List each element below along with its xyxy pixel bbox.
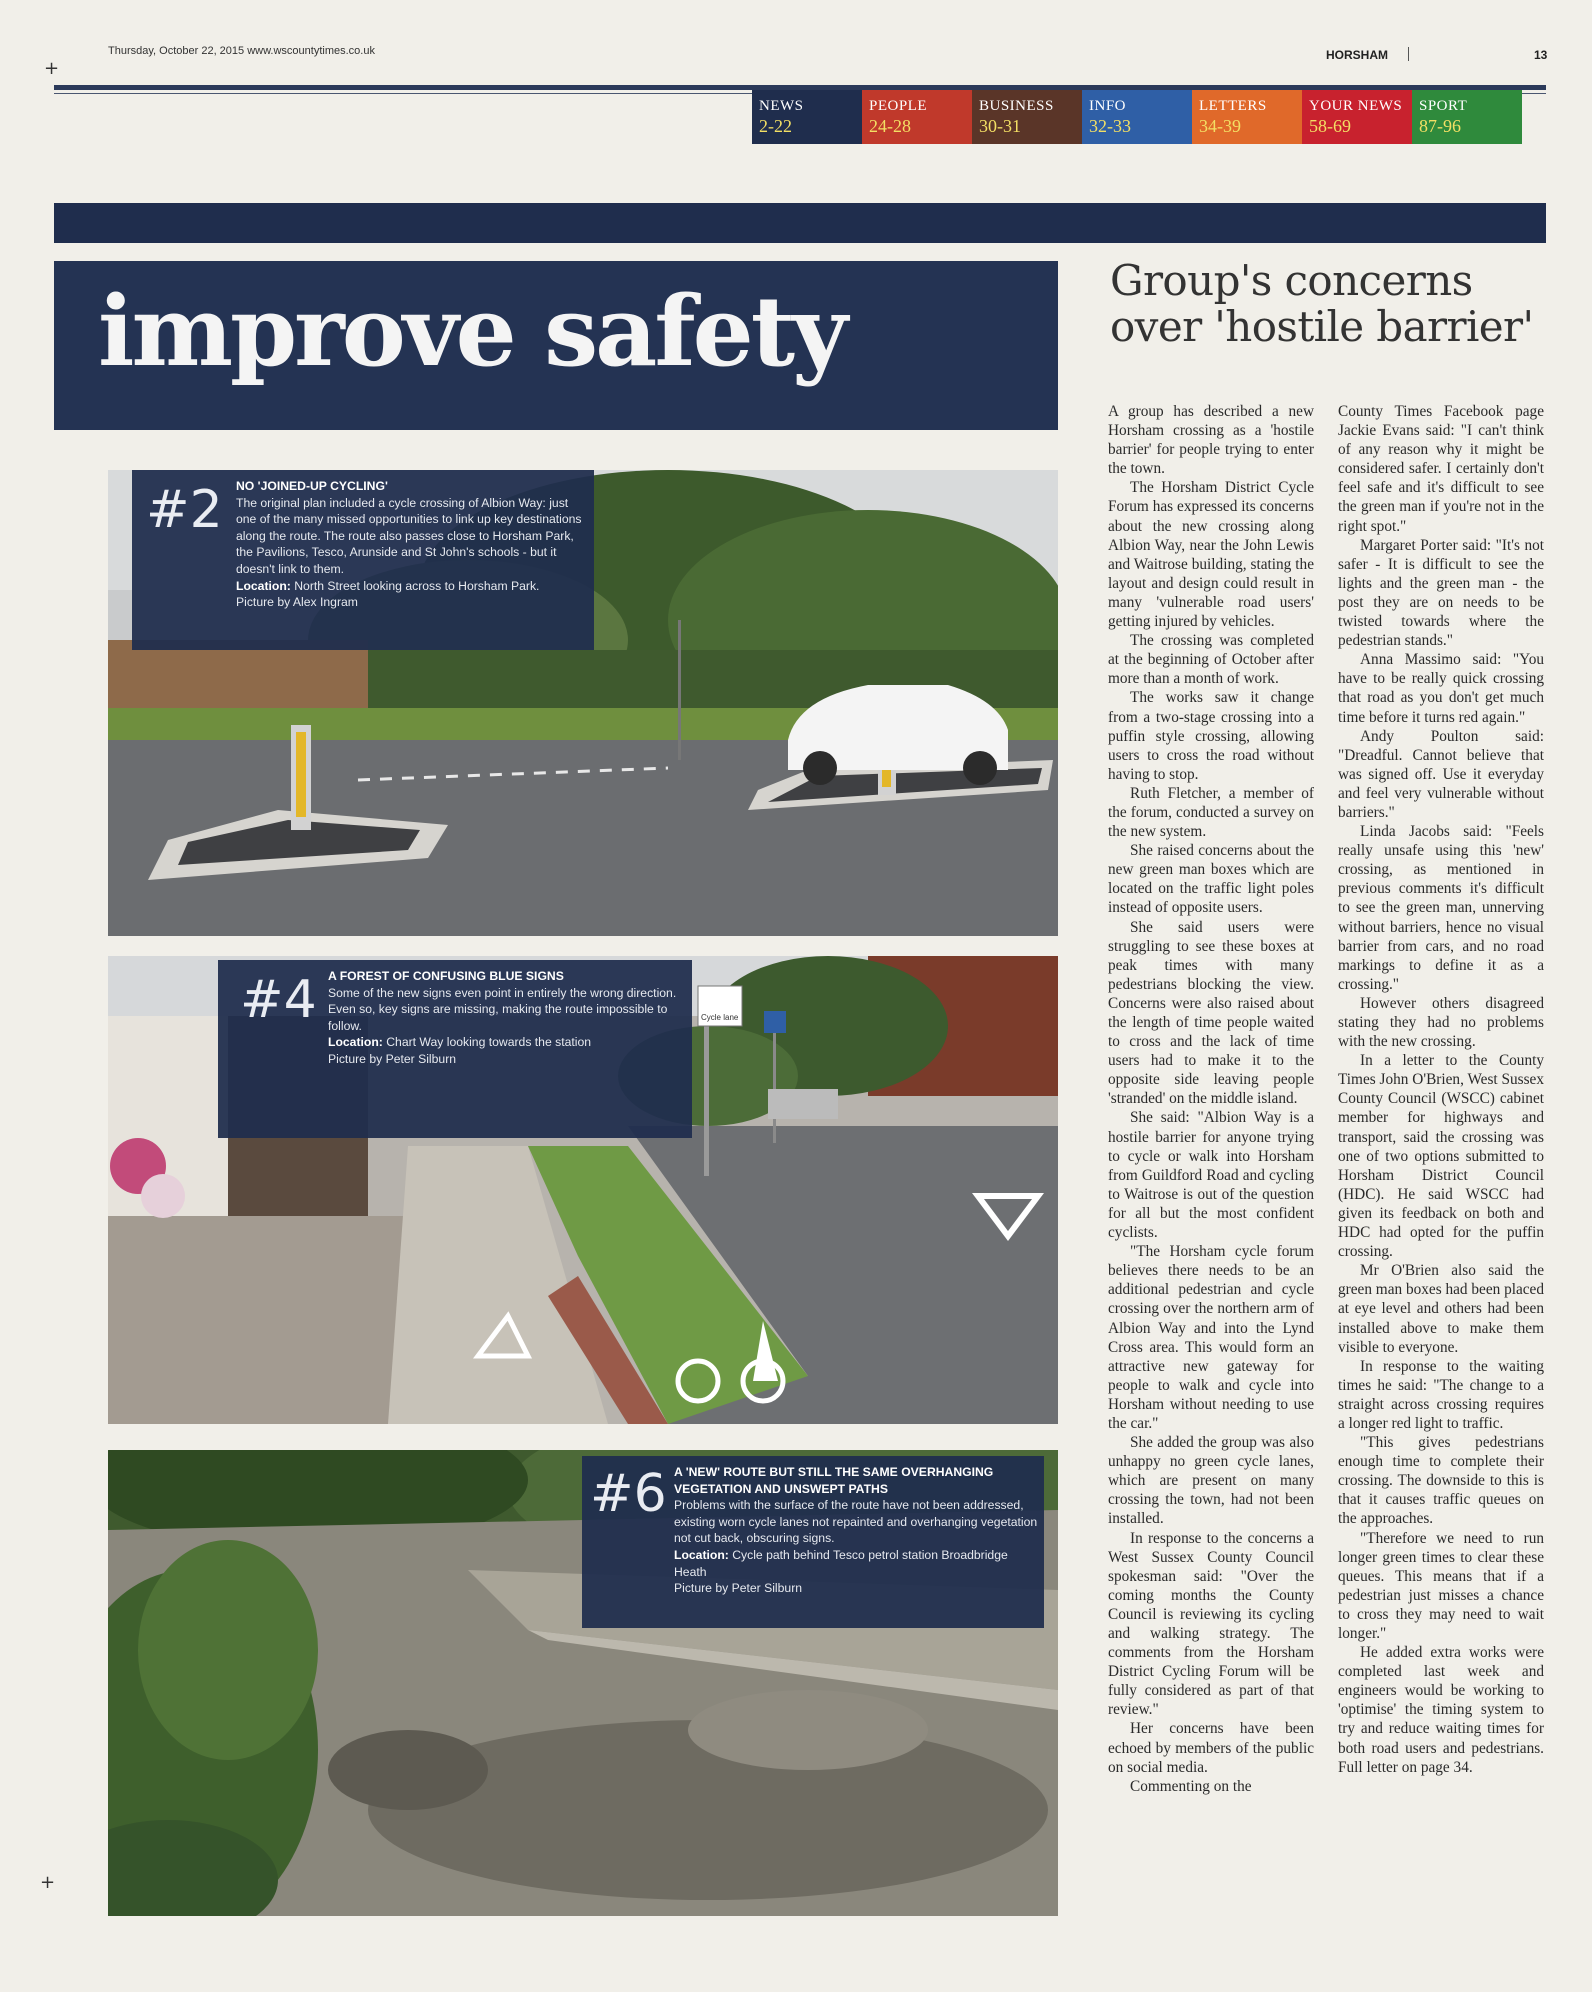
nav-tab-info[interactable] xyxy=(1082,90,1192,144)
article-paragraph: Mr O'Brien also said the green man boxes had been placed at eye level and others had been installed above to make them visible to everyone. xyxy=(1338,1262,1544,1356)
caption-location: Cycle path behind Tesco petrol station Broadbridge Heath xyxy=(674,1547,1008,1579)
article-paragraph: A group has described a new Horsham crossing as a 'hostile barrier' for people trying to enter the town. xyxy=(1108,403,1314,478)
caption-title: A 'NEW' ROUTE BUT STILL THE SAME OVERHANGING VEGETATION AND UNSWEPT PATHS xyxy=(674,1465,994,1496)
article-paragraph: The crossing was completed at the beginning of October after more than a month of work. xyxy=(1108,632,1314,688)
nav-tab-news[interactable] xyxy=(752,90,862,144)
masthead-divider xyxy=(1408,47,1409,61)
article-paragraph: Ruth Fletcher, a member of the forum, conducted a survey on the new system. xyxy=(1108,784,1314,841)
article-paragraph: "Therefore we need to run longer green times to clear these queues. This means that if a pedestrian just misses a chance to cross they may need to wait longer." xyxy=(1338,1529,1544,1642)
sign-text: Cycle lane xyxy=(701,1013,739,1022)
masthead-date: Thursday, October 22, 2015 www.wscountytimes.co.uk xyxy=(108,45,375,57)
article-paragraph: The Horsham District Cycle Forum has expressed its concerns about the new crossing along Albion Way, near the John Lewis and Waitrose building, stating the layout and design could result in many 'vulnerable road users' getting injured by vehicles. xyxy=(1108,479,1314,631)
caption-credit: Picture by Alex Ingram xyxy=(236,595,358,610)
article-paragraph: Her concerns have been echoed by members of the public on social media. xyxy=(1108,1720,1314,1776)
article-paragraph: In response to the waiting times he said: "The change to a straight across crossing requires a longer red light to traffic. xyxy=(1338,1357,1544,1432)
page-headline: improve safety xyxy=(98,275,845,388)
nav-tab-pages: 2-22 xyxy=(759,115,792,136)
nav-tab-business[interactable] xyxy=(972,90,1082,144)
caption-text: The original plan included a cycle crossing of Albion Way: just one of the many missed opportunities to link up key destinations along the route. The route also passes close to Horsham Park, the Pavilions, Tesco, Arunside and St John's schools - but it doesn't link to them. xyxy=(236,495,582,576)
crop-mark-icon: + xyxy=(40,1872,56,1893)
article-paragraph: In a letter to the County Times John O'Brien, West Sussex County Council (WSCC) cabinet member for highways and transport, said the crossing was one of two options submitted to Horsham District Council (HDC). He said WSCC had given its feedback on both and HDC had opted for the puffin crossing. xyxy=(1338,1052,1544,1261)
article-paragraph: "This gives pedestrians enough time to complete their crossing. The downside to this is that it causes traffic queues on the approaches. xyxy=(1338,1434,1544,1528)
nav-tab-label: BUSINESS xyxy=(979,98,1054,114)
article-paragraph: She said users were struggling to see these boxes at peak times with many pedestrians blocking the view. Concerns were also raised about the length of time people waited to cross and the lack of time users had to make it to the opposite side leaving people 'stranded' on the middle island. xyxy=(1108,918,1314,1108)
photo-number: #4 xyxy=(240,970,317,1030)
caption-credit: Picture by Peter Silburn xyxy=(674,1581,803,1596)
article-paragraph: She raised concerns about the new green man boxes which are located on the traffic light poles instead of opposite users. xyxy=(1108,842,1314,917)
caption-location: North Street looking across to Horsham Park. xyxy=(294,578,540,593)
nav-tab-label: LETTERS xyxy=(1199,98,1267,114)
photo-number: #2 xyxy=(146,480,223,540)
caption-panel-2 xyxy=(132,470,594,650)
caption-text: Some of the new signs even point in entirely the wrong direction. Even so, key signs are missing, making the route impossible to follow. xyxy=(328,985,677,1033)
section-nav xyxy=(752,90,1522,144)
photo-number: #6 xyxy=(590,1464,667,1524)
masthead-section: HORSHAM xyxy=(1326,48,1388,62)
nav-tab-label: SPORT xyxy=(1419,98,1468,114)
caption-location-label: Location: xyxy=(674,1547,729,1562)
nav-tab-label: YOUR NEWS xyxy=(1309,98,1403,114)
caption-credit: Picture by Peter Silburn xyxy=(328,1051,457,1066)
article-paragraph: Andy Poulton said: "Dreadful. Cannot believe that was signed off. Use it everyday and feel very vulnerable without barriers." xyxy=(1338,727,1544,821)
article-paragraph: The works saw it change from a two-stage crossing into a puffin style crossing, allowing users to cross the road without having to stop. xyxy=(1108,689,1314,783)
article-paragraph: Margaret Porter said: "It's not safer - It is difficult to see the lights and the green man - the post they are on needs to be twisted towards where the pedestrian stands." xyxy=(1338,536,1544,650)
caption-panel-4 xyxy=(218,960,692,1138)
nav-tab-pages: 58-69 xyxy=(1309,115,1351,136)
headline-panel xyxy=(54,261,1058,430)
article-paragraph: Commenting on the xyxy=(1130,1777,1252,1795)
article-column-2 xyxy=(1338,402,1544,1777)
article-paragraph: She added the group was also unhappy no green cycle lanes, which are present on many crossing the town, had not been installed. xyxy=(1108,1434,1314,1528)
article-paragraph: Linda Jacobs said: "Feels really unsafe using this 'new' crossing, as mentioned in previous comments it's difficult to see the green man, unnerving without barriers, hence no visual barrier from cars, and no road markings to define it as a crossing." xyxy=(1338,823,1544,993)
article-paragraph: He added extra works were completed last week and engineers would be working to 'optimise' the timing system to try and reduce waiting times for both road users and pedestrians. Full letter on page 34. xyxy=(1338,1644,1544,1776)
nav-tab-your-news[interactable] xyxy=(1302,90,1412,144)
article-paragraph: "The Horsham cycle forum believes there needs to be an additional pedestrian and cycle crossing over the northern arm of Albion Way and into the Lynd Cross area. This would form an attractive new gateway for people to walk and cycle into Horsham without needing to use the car." xyxy=(1108,1243,1314,1432)
article-paragraph: In response to the concerns a West Sussex County Council spokesman said: "Over the coming months the County Council is reviewing its cycling and walking strategy. The comments from the Horsham District Cycling Forum will be fully considered as part of that review." xyxy=(1108,1529,1314,1719)
article-paragraph: She said: "Albion Way is a hostile barrier for anyone trying to cycle or walk into Horsham from Guildford Road and cycling to Waitrose is out of the question for all but the most confident cyclists. xyxy=(1108,1109,1314,1242)
nav-tab-pages: 87-96 xyxy=(1419,115,1461,136)
caption-title: A FOREST OF CONFUSING BLUE SIGNS xyxy=(328,969,564,983)
header-band xyxy=(54,203,1546,243)
nav-tab-letters[interactable] xyxy=(1192,90,1302,144)
caption-location-label: Location: xyxy=(236,578,291,593)
nav-tab-pages: 34-39 xyxy=(1199,115,1241,136)
nav-tab-pages: 24-28 xyxy=(869,115,911,136)
nav-tab-sport[interactable] xyxy=(1412,90,1522,144)
nav-tab-label: NEWS xyxy=(759,98,804,114)
nav-tab-label: INFO xyxy=(1089,98,1127,114)
nav-tab-label: PEOPLE xyxy=(869,98,928,114)
article-paragraph: However others disagreed stating they had no problems with the new crossing. xyxy=(1338,994,1544,1051)
article-paragraph: Anna Massimo said: "You have to be really quick crossing that road as you don't get much time before it turns red again." xyxy=(1338,651,1544,726)
nav-tab-pages: 30-31 xyxy=(979,115,1021,136)
crop-mark-icon: + xyxy=(44,58,60,79)
caption-title: NO 'JOINED-UP CYCLING' xyxy=(236,479,388,493)
nav-tab-people[interactable] xyxy=(862,90,972,144)
caption-text: Problems with the surface of the route have not been addressed, existing worn cycle lanes not repainted and overhanging vegetation not cut back, obscuring signs. xyxy=(674,1498,1038,1546)
article-column-1 xyxy=(1108,402,1314,1796)
nav-tab-pages: 32-33 xyxy=(1089,115,1131,136)
caption-location-label: Location: xyxy=(328,1035,383,1050)
page-number: 13 xyxy=(1534,48,1548,62)
caption-location: Chart Way looking towards the station xyxy=(386,1035,592,1050)
caption-panel-6 xyxy=(582,1456,1044,1628)
article-paragraph: County Times Facebook page Jackie Evans said: "I can't think of any reason why it might be considered safer. I certainly don't feel safe and it's difficult to see the green man if you're not in the right spot." xyxy=(1338,403,1544,535)
article-headline: Group's concerns over 'hostile barrier' xyxy=(1110,256,1534,351)
